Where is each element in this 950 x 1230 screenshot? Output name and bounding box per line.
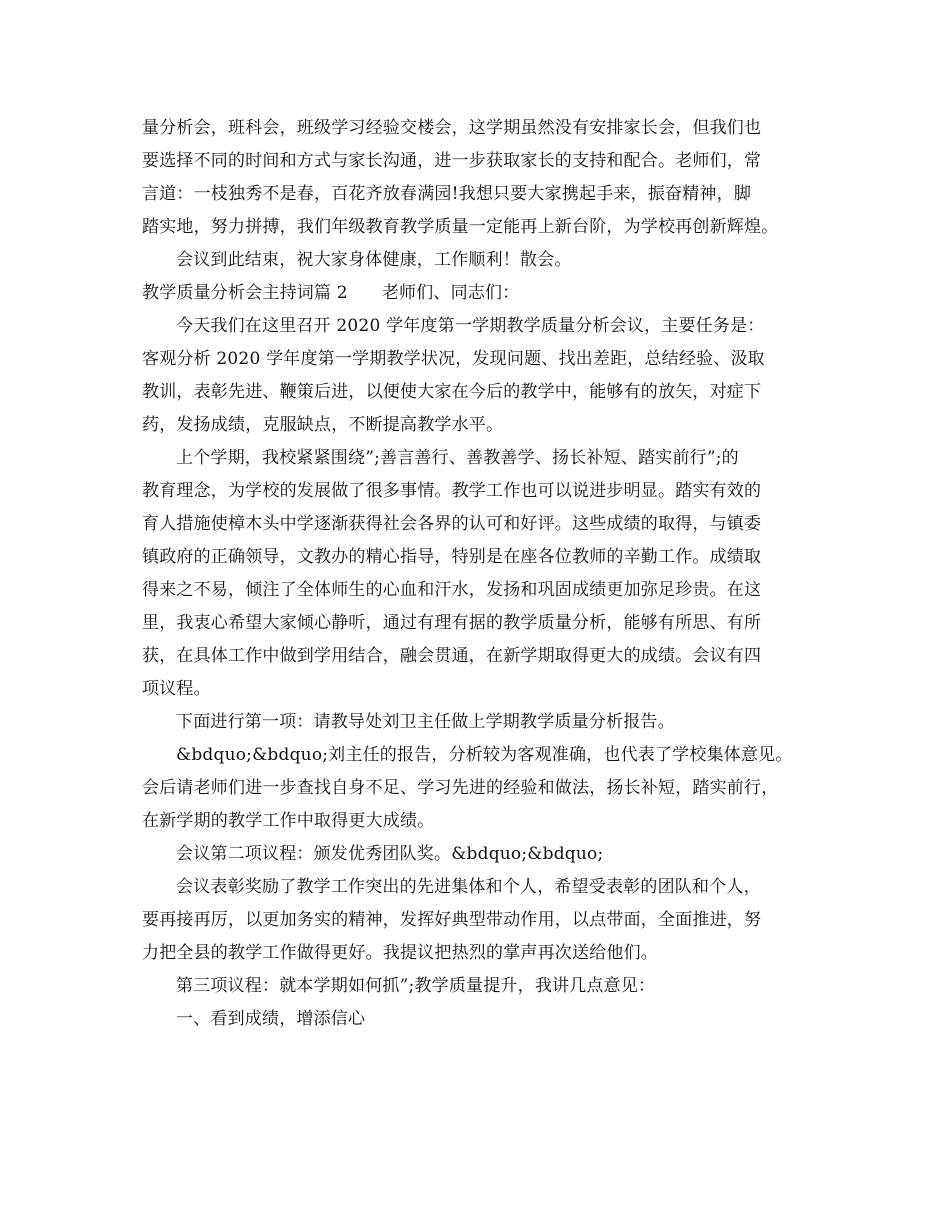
text-line: 客观分析 2020 学年度第一学期教学状况，发现问题、找出差距，总结经验、汲取 <box>142 349 765 369</box>
text-line: 会后请老师们进一步查找自身不足、学习先进的经验和做法，扬长补短，踏实前行， <box>142 778 779 798</box>
greeting: 老师们、同志们： <box>381 283 520 303</box>
text-line: 在新学期的教学工作中取得更大成绩。 <box>142 811 435 831</box>
text-line: 一、看到成绩，增添信心 <box>176 1009 366 1029</box>
section-title: 教学质量分析会主持词篇 2 <box>142 283 348 303</box>
text-line: 教育理念，为学校的发展做了很多事情。教学工作也可以说进步明显。踏实有效的 <box>142 481 762 501</box>
text-line: 会议第二项议程：颁发优秀团队奖。&bdquo;&bdquo; <box>176 844 604 864</box>
text-line: 会议表彰奖励了教学工作突出的先进集体和个人，希望受表彰的团队和个人， <box>176 877 761 897</box>
text-line: 育人措施使樟木头中学逐渐获得社会各界的认可和好评。这些成绩的取得，与镇委 <box>142 514 762 534</box>
text-line: 言道：一枝独秀不是春，百花齐放春满园!我想只要大家携起手来，振奋精神，脚 <box>142 184 752 204</box>
text-line: 今天我们在这里召开 2020 学年度第一学期教学质量分析会议，主要任务是： <box>176 316 765 336</box>
text-line: 教训，表彰先进、鞭策后进，以便使大家在今后的教学中，能够有的放矢，对症下 <box>142 382 762 402</box>
text-line: 第三项议程：就本学期如何抓”;教学质量提升，我讲几点意见： <box>176 976 656 996</box>
text-line: 下面进行第一项：请教导处刘卫主任做上学期教学质量分析报告。 <box>176 712 675 732</box>
text-line: 力把全县的教学工作做得更好。我提议把热烈的掌声再次送给他们。 <box>142 943 658 963</box>
text-line: 项议程。 <box>142 679 211 699</box>
text-line: 上个学期，我校紧紧围绕”;善言善行、善教善学、扬长补短、踏实前行”;的 <box>176 448 739 468</box>
document-body <box>142 112 814 1036</box>
text-line: 要选择不同的时间和方式与家长沟通，进一步获取家长的支持和配合。老师们，常 <box>142 151 762 171</box>
text-line: 量分析会，班科会，班级学习经验交楼会，这学期虽然没有安排家长会，但我们也 <box>142 118 762 138</box>
text-line: 获，在具体工作中做到学用结合，融会贯通，在新学期取得更大的成绩。会议有四 <box>142 646 762 666</box>
text-line: 要再接再厉，以更加务实的精神，发挥好典型带动作用，以点带面，全面推进，努 <box>142 910 762 930</box>
text-line: 药，发扬成绩，克服缺点，不断提高教学水平。 <box>142 415 504 435</box>
section-heading <box>142 277 814 310</box>
text-line: 得来之不易，倾注了全体师生的心血和汗水，发扬和巩固成绩更加弥足珍贵。在这 <box>142 580 762 600</box>
text-line: 镇政府的正确领导，文教办的精心指导，特别是在座各位教师的辛勤工作。成绩取 <box>142 547 762 567</box>
text-line: 会议到此结束，祝大家身体健康，工作顺利！散会。 <box>176 250 572 270</box>
text-line: 踏实地，努力拼搏，我们年级教育教学质量一定能再上新台阶，为学校再创新辉煌。 <box>142 217 779 237</box>
text-line: 里，我衷心希望大家倾心静听，通过有理有据的教学质量分析，能够有所思、有所 <box>142 613 762 633</box>
text-line: &bdquo;&bdquo;刘主任的报告，分析较为客观准确，也代表了学校集体意见。 <box>176 745 793 765</box>
